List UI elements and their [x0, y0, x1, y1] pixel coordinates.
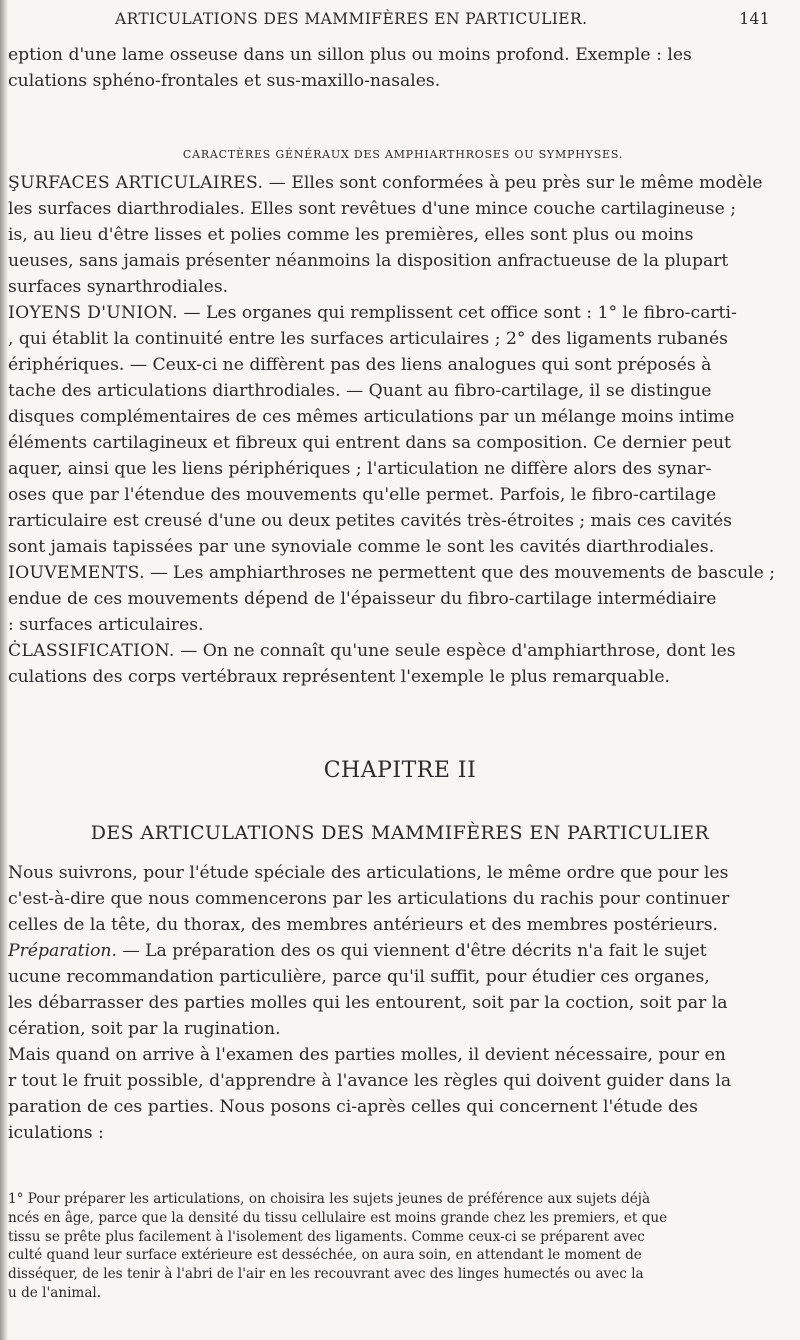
text-line: disques complémentaires de ces mêmes articulations par un mélange moins intime: [8, 407, 735, 427]
chapter-label: CHAPITRE II: [323, 758, 477, 783]
text-line: iculations :: [8, 1123, 104, 1143]
footnote-line: disséquer, de les tenir à l'abri de l'air en les recouvrant avec des linges humectés ou avec la: [8, 1266, 644, 1283]
text-line: ĊLASSIFICATION. — On ne connaît qu'une seule espèce d'amphiarthrose, dont les: [8, 641, 736, 661]
chapter-title: DES ARTICULATIONS DES MAMMIFÈRES EN PARTICULIER: [90, 822, 710, 844]
text-line: culations sphéno-frontales et sus-maxillo-nasales.: [8, 71, 441, 91]
footnote: [8, 1190, 783, 1303]
text-line: culations des corps vertébraux représentent l'exemple le plus remarquable.: [8, 667, 670, 687]
text-line: IOYENS D'UNION. — Les organes qui remplissent cet office sont : 1° le fibro-carti-: [8, 303, 737, 323]
chapter-body: [8, 860, 783, 1146]
text-line: sont jamais tapissées par une synoviale comme le sont les cavités diarthrodiales.: [8, 537, 715, 557]
text-line: ueuses, sans jamais présenter néanmoins la disposition anfractueuse de la plupart: [8, 251, 729, 271]
page-gutter: [0, 0, 8, 1340]
text-line: eption d'une lame osseuse dans un sillon plus ou moins profond. Exemple : les: [8, 45, 692, 65]
text-line: ucune recommandation particulière, parce qu'il suffit, pour étudier ces organes,: [8, 967, 710, 987]
text-line: tache des articulations diarthrodiales. — Quant au fibro-cartilage, il se distingue: [8, 381, 712, 401]
text-line: Mais quand on arrive à l'examen des parties molles, il devient nécessaire, pour en: [8, 1045, 726, 1065]
italic-heading: Préparation.: [8, 941, 117, 961]
text-line: rarticulaire est creusé d'une ou deux petites cavités très-étroites ; mais ces cavités: [8, 511, 732, 531]
text-line: is, au lieu d'être lisses et polies comme les premières, elles sont plus ou moins: [8, 225, 694, 245]
text-line: Préparation. — La préparation des os qui viennent d'être décrits n'a fait le sujet: [8, 941, 707, 961]
text-line: ŞURFACES ARTICULAIRES. — Elles sont conformées à peu près sur le même modèle: [8, 173, 763, 193]
footnote-line: ncés en âge, parce que la densité du tissu cellulaire est moins grande chez les premiers, et que: [8, 1209, 668, 1226]
text-line: Nous suivrons, pour l'étude spéciale des articulations, le même ordre que pour les: [8, 863, 729, 883]
text-line: celles de la tête, du thorax, des membres antérieurs et des membres postérieurs.: [8, 915, 719, 935]
page-number: 141: [739, 10, 770, 28]
text-line: ériphériques. — Ceux-ci ne diffèrent pas des liens analogues qui sont préposés à: [8, 355, 712, 375]
paragraph-heading: ŞURFACES ARTICULAIRES.: [8, 173, 264, 193]
text-line: endue de ces mouvements dépend de l'épaisseur du fibro-cartilage intermédiaire: [8, 589, 717, 609]
paragraph-heading: IOYENS D'UNION.: [8, 303, 178, 323]
text-line: c'est-à-dire que nous commencerons par les articulations du rachis pour continuer: [8, 889, 730, 909]
text-line: IOUVEMENTS. — Les amphiarthroses ne permettent que des mouvements de bascule ;: [8, 563, 776, 583]
text-line: aquer, ainsi que les liens périphériques ; l'articulation ne diffère alors des synar-: [8, 459, 712, 479]
footnote-line: 1° Pour préparer les articulations, on choisira les sujets jeunes de préférence aux sujets déjà: [8, 1191, 651, 1207]
footnote-line: culté quand leur surface extérieure est desséchée, on aura soin, en attendant le moment de: [8, 1247, 642, 1264]
intro-paragraph: [8, 42, 783, 94]
footnote-line: u de l'animal.: [8, 1284, 102, 1301]
text-line: éléments cartilagineux et fibreux qui entrent dans sa composition. Ce dernier peut: [8, 433, 731, 453]
text-line: les surfaces diarthrodiales. Elles sont revêtues d'une mince couche cartilagineuse ;: [8, 199, 737, 219]
text-line: surfaces synarthrodiales.: [8, 277, 229, 297]
text-line: , qui établit la continuité entre les surfaces articulaires ; 2° des ligaments rubanés: [8, 329, 728, 349]
text-line: les débarrasser des parties molles qui les entourent, soit par la coction, soit par la: [8, 993, 728, 1013]
text-line: oses que par l'étendue des mouvements qu'elle permet. Parfois, le fibro-cartilage: [8, 485, 717, 505]
section-caption: CARACTÈRES GÉNÉRAUX DES AMPHIARTHROSES OU SYMPHYSES.: [182, 148, 624, 161]
text-line: paration de ces parties. Nous posons ci-après celles qui concernent l'étude des: [8, 1097, 698, 1117]
paragraph-heading: ĊLASSIFICATION.: [8, 641, 175, 661]
text-line: cération, soit par la rugination.: [8, 1019, 281, 1039]
symphyses-section: [8, 170, 783, 690]
text-line: r tout le fruit possible, d'apprendre à l'avance les règles qui doivent guider dans la: [8, 1071, 732, 1091]
footnote-line: tissu se prête plus facilement à l'isolement des ligaments. Comme ceux-ci se préparent avec: [8, 1228, 645, 1245]
running-head-title: ARTICULATIONS DES MAMMIFÈRES EN PARTICULIER.: [115, 10, 588, 28]
text-line: : surfaces articulaires.: [8, 615, 204, 635]
paragraph-heading: IOUVEMENTS.: [8, 563, 145, 583]
